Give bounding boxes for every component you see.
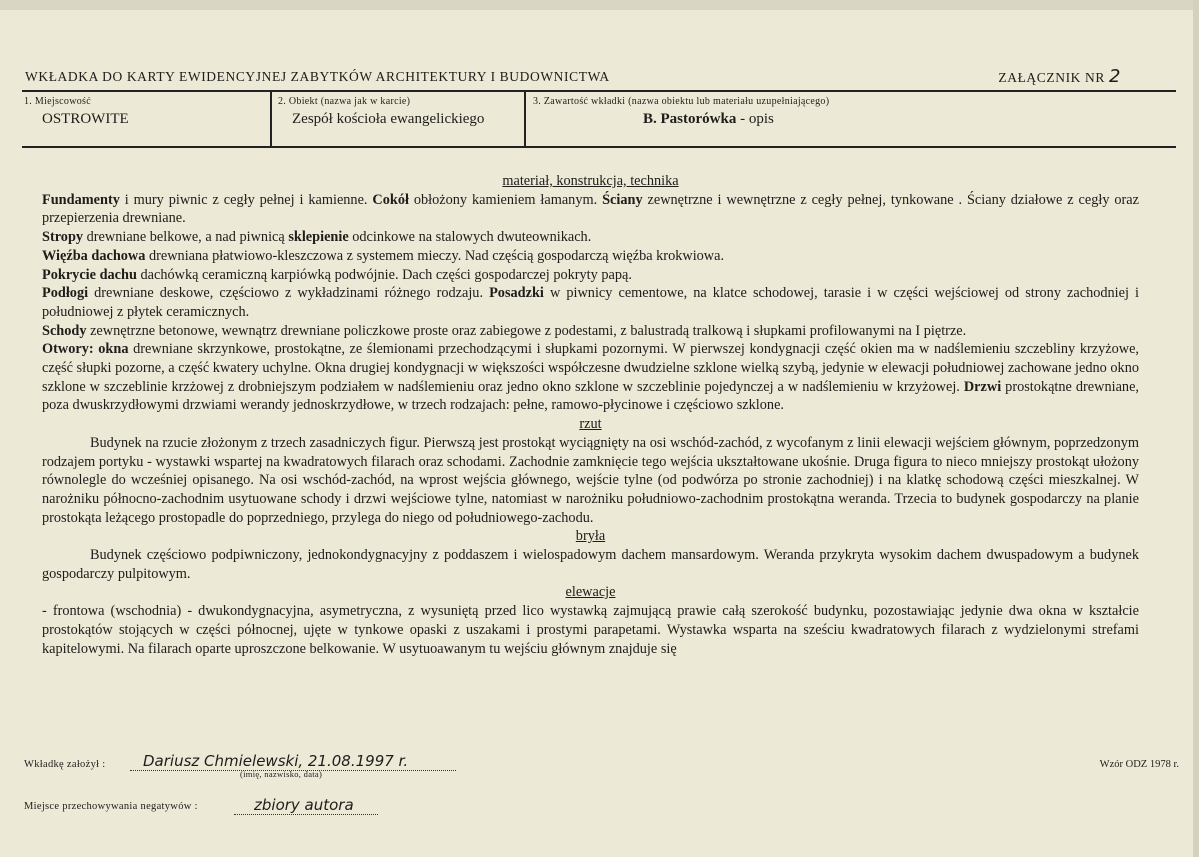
storage-label: Miejsce przechowywania negatywów : (24, 801, 198, 812)
content-value-bold: B. Pastorówka (643, 111, 737, 127)
paragraph-plan: Budynek na rzucie złożonym z trzech zasadniczych figur. Pierwszą jest prostokąt wyciągnięty na osi wschód-zachód, z wycofanym z linii elewacji wejściem głównym, poprzedzonym rodzajem portyku - wystawki wspartej na kwadratowych filarach oraz schodami. Zachodnie zamknięcie tego wejścia ukształtowane ukośnie. Druga figura to nieco mniejszy prostokąt ułożony równolegle do wcześniej opisanego. Na osi wschód-zachód, na wprost wejścia głównego, wejście tylne (od podwórza po stronie zachodniej) i na klatkę schodową części mieszkalnej. W narożniku północno-zachodnim usytuowane schody i drzwi wejściowe tylne, natomiast w narożniku południowo-zachodnim prostokątna weranda. Trzecia to budynek gospodarczy na planie prostokąta leżącego prostopadle do poprzedniego, przylega do niego od południowego-zachodu. (42, 434, 1139, 526)
paragraph-text: drewniane belkowe, a nad piwnicą (83, 229, 289, 246)
founder-value: Dariusz Chmielewski, 21.08.1997 r. (130, 752, 456, 771)
meta-bottom-rule (22, 146, 1176, 148)
form-title: WKŁADKA DO KARTY EWIDENCYJNEJ ZABYTKÓW ARCHITEKTURY I BUDOWNICTWA (25, 69, 610, 84)
paragraph-foundations (42, 191, 1139, 228)
section-title-plan: rzut (579, 416, 602, 433)
section-title-material: materiał, konstrukcja, technika (502, 173, 679, 189)
column-divider-1 (270, 91, 272, 147)
object-field (278, 96, 523, 128)
paragraph-text: zewnętrzne betonowe, wewnątrz drewniane policzkowe proste oraz zabiegowe z podestami, z balustradą tralkową i słupkami profilowanymi na I piętrze. (86, 322, 967, 339)
keyword: Drzwi (963, 378, 1002, 395)
paragraph-elevations: - frontowa (wschodnia) - dwukondygnacyjna, asymetryczna, z wysuniętą przed lico wystawką zajmującą prawie całą szerokość budynku, pozostawiając jedynie dwa okna w kształcie prostokątów stojących w części północnej, ujęte w tynkowe opaski z uszakami i prostymi parapetami. Wystawka wsparta na sześciu kwadratowych filarach z wydzielonymi strefami kapitelowymi. Na filarach oparte uproszczone belkowanie. W usytuoawanym tu wejściu głównym znajduje się (42, 603, 1139, 657)
content-field (533, 96, 1163, 128)
paragraph-floors (42, 284, 1139, 321)
keyword: Pokrycie dachu (42, 266, 137, 283)
column-divider-2 (524, 91, 526, 147)
keyword: Fundamenty (42, 191, 120, 208)
paragraph-roofing (42, 266, 1139, 285)
paragraph-text: obłożony kamieniem łamanym. (408, 191, 603, 208)
content-value-rest: - opis (736, 111, 774, 127)
annex-label-text: ZAŁĄCZNIK NR (998, 70, 1105, 85)
keyword: Otwory: okna (42, 341, 129, 358)
keyword: Cokół (372, 191, 409, 208)
locality-value: OSTROWITE (42, 111, 129, 127)
keyword: Ściany (602, 191, 643, 208)
header-rule (22, 90, 1176, 92)
paragraph-text: dachówką ceramiczną karpiówką podwójnie. Dach części gospodarczej pokryty papą. (136, 266, 632, 283)
scan-top-edge (0, 0, 1199, 10)
locality-label: 1. Miejscowość (24, 96, 91, 107)
paragraph-text: drewniane skrzynkowe, prostokątne, ze ślemionami przechodzącymi i słupkami pozornymi. W pierwszej kondygnacji część okien ma w nadślemieniu szczebliny krzyżowe, część słupki pozorne, a część kwatery uchylne. Okna drugiej kondygnacji w większości współczesne dwudzielne szklone wielką szybą, jedynie w elewacji południowej zachowane jedno okno szklone w szczeblinie krzżowej z drobniejszym podziałem w nadślemieniu oraz jedno okno szklone w szczeblinie pojedynczej a w nadślemieniu w krzyżowej. (42, 341, 1139, 395)
founder-sublabel: (imię, nazwisko, data) (240, 769, 323, 779)
paragraph-text: odcinkowe na stalowych dwuteownikach. (348, 229, 592, 246)
scan-right-edge (1193, 0, 1199, 857)
object-label: 2. Obiekt (nazwa jak w karcie) (278, 96, 411, 107)
content-value (643, 111, 1163, 128)
annex-number: 2 (1108, 66, 1121, 87)
paragraph-text: prostokątne drewniane, poza dwuskrzydłowymi drzwiami werandy jednoskrzydłowe, w trzech rodzajach: pełne, ramowo-płycinowe i częściowo szklone. (42, 378, 1139, 414)
storage-value: zbiory autora (234, 796, 378, 815)
paragraph-text: drewniane deskowe, częściowo z wykładzinami różnego rodzaju. (88, 285, 490, 302)
content-label: 3. Zawartość wkładki (nazwa obiektu lub materiału uzupełniającego) (533, 96, 830, 107)
keyword: Schody (42, 322, 87, 339)
object-value: Zespół kościoła ewangelickiego (292, 111, 485, 127)
paragraph-text: drewniana płatwiowo-kleszczowa z systemem mieczy. Nad częścią gospodarczą więźba krokwiowa. (145, 247, 725, 264)
paragraph-ceilings (42, 228, 1139, 247)
template-label: Wzór ODZ 1978 r. (1099, 759, 1179, 770)
paragraph-text: zewnętrzne i wewnętrzne z cegły pełnej, tynkowane . Ściany działowe z cegły oraz przepierzenia drewniane. (42, 191, 1139, 227)
keyword: Posadzki (489, 285, 544, 302)
paragraph-openings (42, 340, 1139, 415)
keyword: Stropy (42, 229, 84, 246)
paragraph-massing: Budynek częściowo podpiwniczony, jednokondygnacyjny z poddaszem i wielospadowym dachem mansardowym. Weranda przykryta wysokim dachem dwuspadowym a budynek gospodarczy pulpitowym. (42, 547, 1139, 582)
locality-field (24, 96, 270, 128)
paragraph-roof-truss (42, 247, 1139, 266)
paragraph-text: w piwnicy cementowe, na klatce schodowej, tarasie i w części wejściowej od strony zachodniej i południowej z płytek ceramicznych. (42, 285, 1139, 320)
annex-label (998, 66, 1121, 87)
founder-label: Wkładkę założył : (24, 759, 106, 770)
document-body (42, 172, 1139, 658)
paragraph-text: i mury piwnic z cegły pełnej i kamienne. (119, 191, 373, 208)
keyword: Więźba dachowa (42, 247, 146, 264)
keyword: Podłogi (42, 285, 89, 302)
section-title-elevations: elewacje (565, 584, 616, 601)
paragraph-stairs (42, 322, 1139, 341)
keyword: sklepienie (288, 229, 349, 246)
section-title-massing: bryła (575, 528, 606, 545)
